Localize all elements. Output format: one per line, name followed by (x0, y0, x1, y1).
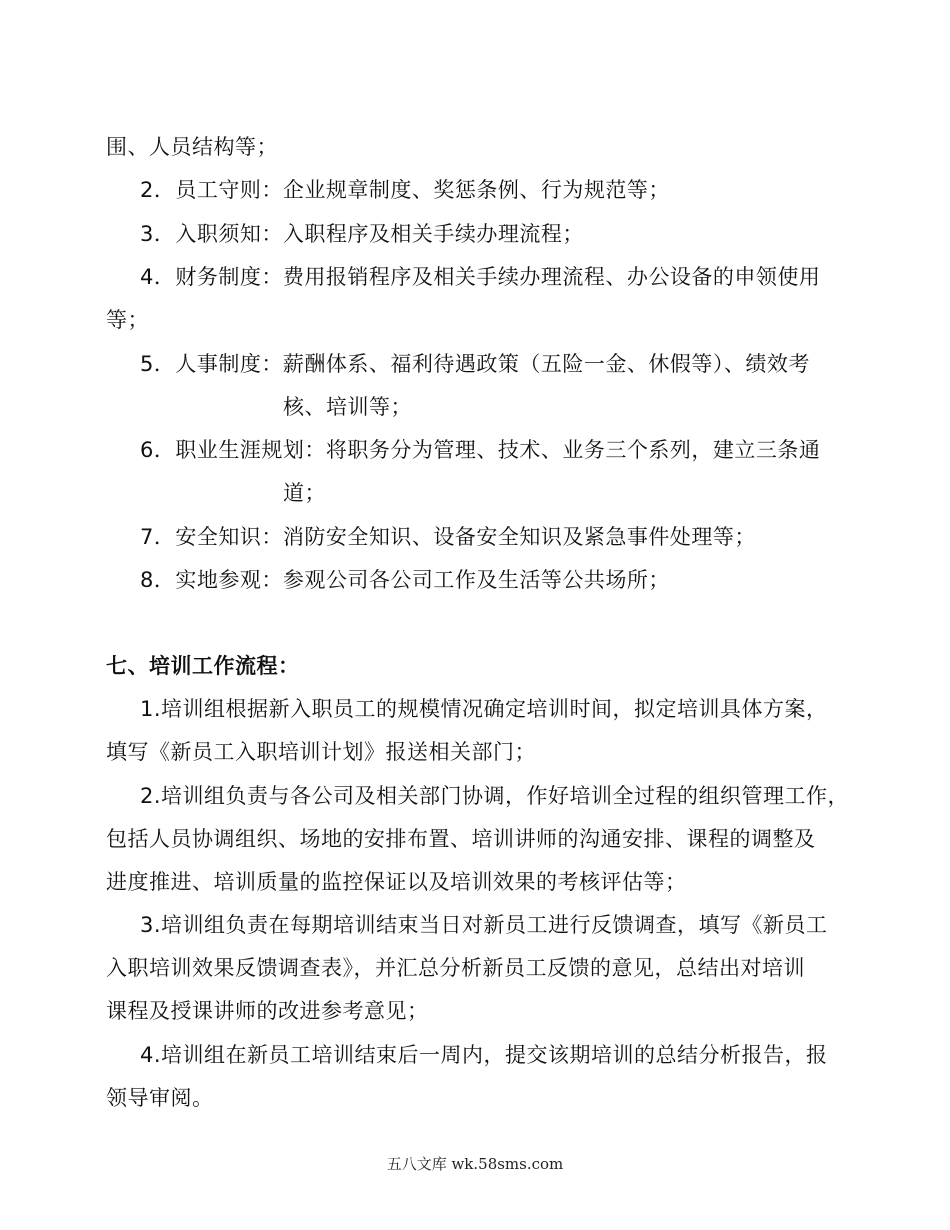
list-item-label: 5．人事制度： (140, 352, 283, 376)
list-item-career-planning (140, 436, 820, 464)
section-heading: 七、培训工作流程： (106, 654, 300, 678)
list-item-employee-rules (140, 176, 670, 204)
list-item-label: 3．入职须知： (140, 222, 283, 246)
list-item-continuation: 核、培训等； (283, 395, 412, 419)
list-item-text: 将职务分为管理、技术、业务三个系列，建立三条通 (325, 438, 821, 462)
list-item-text: 企业规章制度、奖惩条例、行为规范等； (282, 178, 670, 202)
process-step-4-line: 4.培训组在新员工培训结束后一周内，提交该期培训的总结分析报告，报 (140, 1043, 828, 1067)
process-step-3-line: 入职培训效果反馈调查表》，并汇总分析新员工反馈的意见，总结出对培训 (106, 956, 805, 980)
process-step-2-line: 进度推进、培训质量的监控保证以及培训效果的考核评估等； (106, 870, 687, 894)
page-footer: 五八文库 wk.58sms.com (386, 1155, 564, 1173)
list-item-onboarding-notes (140, 220, 584, 248)
intro-continuation: 围、人员结构等； (106, 135, 278, 159)
list-item-hr-rules (140, 350, 810, 378)
process-step-3-line: 课程及授课讲师的改进参考意见； (106, 999, 429, 1023)
list-item-continuation: 等； (106, 308, 149, 332)
list-item-text: 薪酬体系、福利待遇政策（五险一金、休假等）、绩效考 (282, 352, 810, 376)
list-item-text: 参观公司各公司工作及生活等公共场所； (282, 568, 670, 592)
list-item-label: 2．员工守则： (140, 178, 283, 202)
list-item-finance-rules (140, 263, 820, 291)
process-step-1-line: 1.培训组根据新入职员工的规模情况确定培训时间，拟定培训具体方案， (140, 697, 828, 721)
list-item-site-visit (140, 566, 670, 594)
list-item-text: 消防安全知识、设备安全知识及紧急事件处理等； (282, 525, 756, 549)
list-item-label: 6．职业生涯规划： (140, 438, 326, 462)
list-item-safety-knowledge (140, 523, 756, 551)
list-item-label: 4．财务制度： (140, 265, 283, 289)
list-item-text: 入职程序及相关手续办理流程； (282, 222, 584, 246)
list-item-continuation: 道； (283, 481, 326, 505)
process-step-4-line: 领导审阅。 (106, 1086, 214, 1110)
process-step-2-line: 2.培训组负责与各公司及相关部门协调，作好培训全过程的组织管理工作， (140, 784, 850, 808)
process-step-3-line: 3.培训组负责在每期培训结束当日对新员工进行反馈调查，填写《新员工 (140, 913, 828, 937)
list-item-label: 8．实地参观： (140, 568, 283, 592)
list-item-label: 7．安全知识： (140, 525, 283, 549)
process-step-2-line: 包括人员协调组织、场地的安排布置、培训讲师的沟通安排、课程的调整及 (106, 827, 816, 851)
list-item-text: 费用报销程序及相关手续办理流程、办公设备的申领使用 (282, 265, 821, 289)
process-step-1-line: 填写《新员工入职培训计划》报送相关部门； (106, 740, 536, 764)
